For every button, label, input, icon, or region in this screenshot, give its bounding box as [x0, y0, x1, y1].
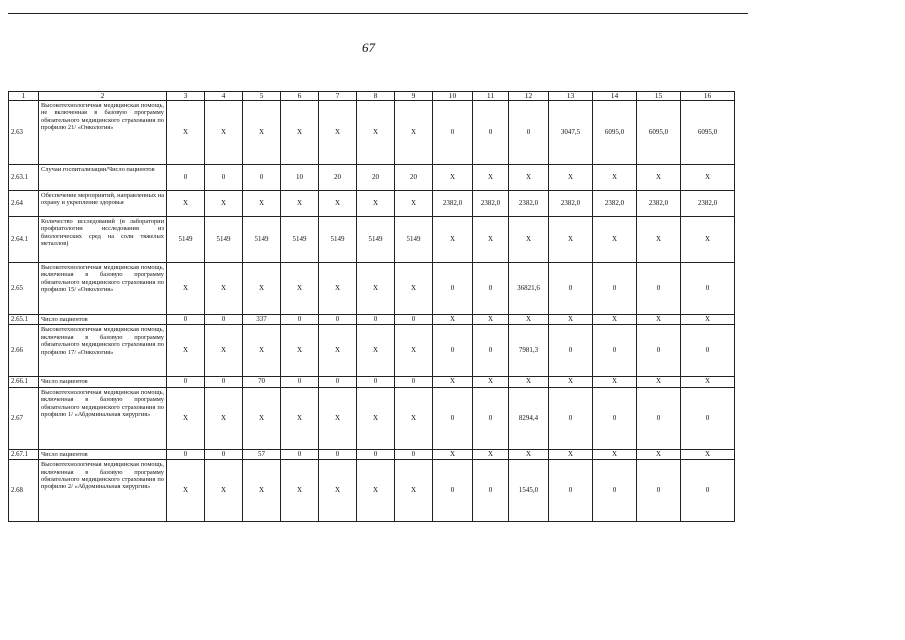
data-cell: 2382,0	[473, 191, 509, 217]
data-cell: 0	[433, 387, 473, 449]
data-cell: X	[205, 191, 243, 217]
data-cell: 0	[637, 263, 681, 315]
data-cell: X	[243, 263, 281, 315]
table-row	[9, 387, 735, 449]
data-cell: X	[681, 217, 735, 263]
data-cell: X	[593, 449, 637, 459]
data-cell: X	[243, 191, 281, 217]
data-cell: 0	[473, 325, 509, 377]
data-cell: 0	[637, 460, 681, 522]
data-cell: X	[433, 315, 473, 325]
data-cell: X	[357, 191, 395, 217]
data-cell: 0	[473, 460, 509, 522]
data-cell: X	[473, 377, 509, 387]
data-cell: X	[509, 449, 549, 459]
data-cell: X	[205, 101, 243, 165]
row-code: 2.63.1	[9, 165, 39, 191]
data-cell: X	[319, 325, 357, 377]
row-code: 2.64	[9, 191, 39, 217]
data-cell: X	[681, 165, 735, 191]
data-cell: 0	[433, 263, 473, 315]
row-description: Число пациентов	[39, 377, 167, 387]
column-header: 13	[549, 92, 593, 101]
row-description: Обеспечение мероприятий, направленных на охрану и укрепление здоровья	[39, 191, 167, 217]
data-cell: X	[243, 325, 281, 377]
data-cell: X	[637, 449, 681, 459]
data-cell: 2382,0	[637, 191, 681, 217]
row-code: 2.65	[9, 263, 39, 315]
data-cell: 6095,0	[681, 101, 735, 165]
data-cell: X	[167, 325, 205, 377]
data-cell: X	[205, 325, 243, 377]
data-cell: 5149	[205, 217, 243, 263]
data-cell: X	[593, 217, 637, 263]
data-cell: 20	[319, 165, 357, 191]
column-header: 8	[357, 92, 395, 101]
row-description: Высокотехнологичная медицинская помощь, включенная в базовую программу обязательного медицинского страхования по профилю 15/ «Онкология»	[39, 263, 167, 315]
data-cell: 20	[395, 165, 433, 191]
data-cell: X	[395, 387, 433, 449]
data-cell: 0	[167, 315, 205, 325]
data-cell: X	[549, 377, 593, 387]
row-description: Число пациентов	[39, 315, 167, 325]
data-cell: 5149	[319, 217, 357, 263]
data-cell: 6095,0	[637, 101, 681, 165]
column-header: 3	[167, 92, 205, 101]
data-cell: X	[433, 165, 473, 191]
data-cell: 0	[395, 315, 433, 325]
data-cell: X	[167, 460, 205, 522]
data-cell: X	[281, 263, 319, 315]
data-cell: X	[205, 460, 243, 522]
column-header: 14	[593, 92, 637, 101]
data-cell: 6095,0	[593, 101, 637, 165]
data-cell: X	[509, 217, 549, 263]
data-cell: 0	[681, 460, 735, 522]
data-cell: X	[243, 460, 281, 522]
data-cell: X	[433, 217, 473, 263]
data-cell: 337	[243, 315, 281, 325]
column-header: 7	[319, 92, 357, 101]
data-cell: 8294,4	[509, 387, 549, 449]
data-cell: 0	[637, 325, 681, 377]
table-row	[9, 449, 735, 459]
data-cell: X	[433, 377, 473, 387]
data-cell: X	[281, 101, 319, 165]
data-cell: 5149	[395, 217, 433, 263]
data-cell: X	[509, 165, 549, 191]
data-cell: X	[205, 263, 243, 315]
data-cell: X	[205, 387, 243, 449]
table-row	[9, 217, 735, 263]
data-cell: X	[357, 460, 395, 522]
column-header: 10	[433, 92, 473, 101]
data-cell: 0	[549, 460, 593, 522]
data-cell: X	[637, 165, 681, 191]
data-cell: X	[243, 101, 281, 165]
data-cell: 0	[205, 449, 243, 459]
data-cell: X	[681, 449, 735, 459]
data-cell: X	[319, 387, 357, 449]
data-cell: X	[549, 449, 593, 459]
data-cell: 10	[281, 165, 319, 191]
data-cell: X	[281, 325, 319, 377]
row-code: 2.67	[9, 387, 39, 449]
column-header: 4	[205, 92, 243, 101]
data-cell: X	[395, 101, 433, 165]
data-cell: 0	[433, 325, 473, 377]
data-cell: 0	[593, 263, 637, 315]
data-cell: 0	[319, 449, 357, 459]
data-cell: X	[395, 263, 433, 315]
data-cell: X	[167, 263, 205, 315]
data-cell: 0	[319, 377, 357, 387]
data-cell: X	[473, 449, 509, 459]
data-cell: X	[319, 101, 357, 165]
data-cell: X	[243, 387, 281, 449]
data-cell: X	[281, 460, 319, 522]
data-cell: X	[593, 377, 637, 387]
data-cell: 0	[167, 377, 205, 387]
data-cell: 0	[549, 387, 593, 449]
data-cell: 2382,0	[593, 191, 637, 217]
data-cell: 0	[681, 325, 735, 377]
data-cell: 0	[593, 387, 637, 449]
table-row	[9, 263, 735, 315]
data-cell: 0	[281, 377, 319, 387]
data-cell: X	[395, 460, 433, 522]
data-cell: 0	[167, 449, 205, 459]
data-cell: X	[281, 387, 319, 449]
data-cell: 0	[205, 377, 243, 387]
data-cell: X	[395, 191, 433, 217]
data-cell: 0	[319, 315, 357, 325]
data-table	[8, 91, 735, 522]
row-code: 2.67.1	[9, 449, 39, 459]
data-cell: X	[473, 217, 509, 263]
table-row	[9, 191, 735, 217]
data-cell: 3047,5	[549, 101, 593, 165]
data-cell: X	[319, 460, 357, 522]
table-row	[9, 325, 735, 377]
data-cell: X	[681, 377, 735, 387]
row-code: 2.68	[9, 460, 39, 522]
page-number: 67	[362, 40, 375, 55]
data-cell: X	[433, 449, 473, 459]
data-cell: 0	[681, 387, 735, 449]
column-header: 6	[281, 92, 319, 101]
column-header: 15	[637, 92, 681, 101]
table-row	[9, 377, 735, 387]
data-cell: 5149	[167, 217, 205, 263]
column-header: 12	[509, 92, 549, 101]
data-cell: X	[319, 191, 357, 217]
data-cell: 0	[281, 449, 319, 459]
data-cell: 2382,0	[681, 191, 735, 217]
data-cell: 0	[593, 325, 637, 377]
data-cell: X	[681, 315, 735, 325]
data-cell: 0	[357, 449, 395, 459]
data-cell: 0	[357, 315, 395, 325]
data-cell: 0	[549, 325, 593, 377]
row-description: Количество исследований (в лаборатории профпатологии исследования из биологических сред на соли тяжелых металлов)	[39, 217, 167, 263]
column-header: 5	[243, 92, 281, 101]
column-header: 2	[39, 92, 167, 101]
data-cell: 5149	[281, 217, 319, 263]
data-cell: 70	[243, 377, 281, 387]
column-header: 16	[681, 92, 735, 101]
data-cell: 5149	[357, 217, 395, 263]
data-cell: X	[357, 101, 395, 165]
data-cell: X	[167, 387, 205, 449]
row-code: 2.63	[9, 101, 39, 165]
data-cell: 0	[395, 377, 433, 387]
data-cell: 0	[473, 263, 509, 315]
data-cell: 7981,3	[509, 325, 549, 377]
data-cell: 0	[167, 165, 205, 191]
data-cell: X	[549, 165, 593, 191]
data-cell: 5149	[243, 217, 281, 263]
row-code: 2.64.1	[9, 217, 39, 263]
data-cell: X	[637, 315, 681, 325]
data-cell: 0	[473, 101, 509, 165]
data-cell: X	[549, 315, 593, 325]
row-code: 2.65.1	[9, 315, 39, 325]
data-cell: 0	[509, 101, 549, 165]
table-row	[9, 460, 735, 522]
row-description: Случаи госпитализации/Число пациентов	[39, 165, 167, 191]
data-cell: 0	[395, 449, 433, 459]
data-cell: 0	[205, 315, 243, 325]
data-cell: X	[473, 165, 509, 191]
row-code: 2.66.1	[9, 377, 39, 387]
data-cell: 0	[593, 460, 637, 522]
data-cell: X	[319, 263, 357, 315]
data-cell: 20	[357, 165, 395, 191]
column-header: 9	[395, 92, 433, 101]
row-description: Высокотехнологичная медицинская помощь, включенная в базовую программу обязательного медицинского страхования по профилю 1/ «Абдоминальная хирургия»	[39, 387, 167, 449]
data-cell: X	[357, 263, 395, 315]
data-cell: 2382,0	[509, 191, 549, 217]
data-cell: X	[357, 387, 395, 449]
table-row	[9, 315, 735, 325]
data-cell: X	[637, 217, 681, 263]
column-header: 11	[473, 92, 509, 101]
row-description: Высокотехнологичная медицинская помощь, включенная в базовую программу обязательного медицинского страхования по профилю 2/ «Абдоминальная хирургия»	[39, 460, 167, 522]
data-cell: 0	[357, 377, 395, 387]
data-cell: 57	[243, 449, 281, 459]
data-cell: X	[473, 315, 509, 325]
data-cell: X	[167, 101, 205, 165]
header-row	[9, 92, 735, 101]
data-cell: 1545,0	[509, 460, 549, 522]
data-cell: X	[395, 325, 433, 377]
table-row	[9, 165, 735, 191]
data-cell: X	[549, 217, 593, 263]
data-cell: 0	[637, 387, 681, 449]
data-cell: 0	[205, 165, 243, 191]
row-code: 2.66	[9, 325, 39, 377]
column-header: 1	[9, 92, 39, 101]
table-row	[9, 101, 735, 165]
data-cell: X	[167, 191, 205, 217]
data-cell: X	[509, 315, 549, 325]
data-cell: 0	[433, 460, 473, 522]
data-cell: X	[357, 325, 395, 377]
row-description: Высокотехнологичная медицинская помощь, не включенная в базовую программу обязательного медицинского страхования по профилю 21/ «Онкология»	[39, 101, 167, 165]
data-cell: 0	[281, 315, 319, 325]
data-cell: 0	[473, 387, 509, 449]
data-cell: X	[593, 165, 637, 191]
row-description: Число пациентов	[39, 449, 167, 459]
data-cell: 36821,6	[509, 263, 549, 315]
row-description: Высокотехнологичная медицинская помощь, включенная в базовую программу обязательного медицинского страхования по профилю 17/ «Онкология»	[39, 325, 167, 377]
data-cell: 0	[433, 101, 473, 165]
data-cell: X	[637, 377, 681, 387]
data-cell: X	[281, 191, 319, 217]
data-cell: X	[509, 377, 549, 387]
data-cell: 0	[681, 263, 735, 315]
data-cell: X	[593, 315, 637, 325]
data-cell: 0	[549, 263, 593, 315]
top-rule	[8, 13, 748, 14]
data-cell: 2382,0	[433, 191, 473, 217]
data-cell: 0	[243, 165, 281, 191]
data-cell: 2382,0	[549, 191, 593, 217]
